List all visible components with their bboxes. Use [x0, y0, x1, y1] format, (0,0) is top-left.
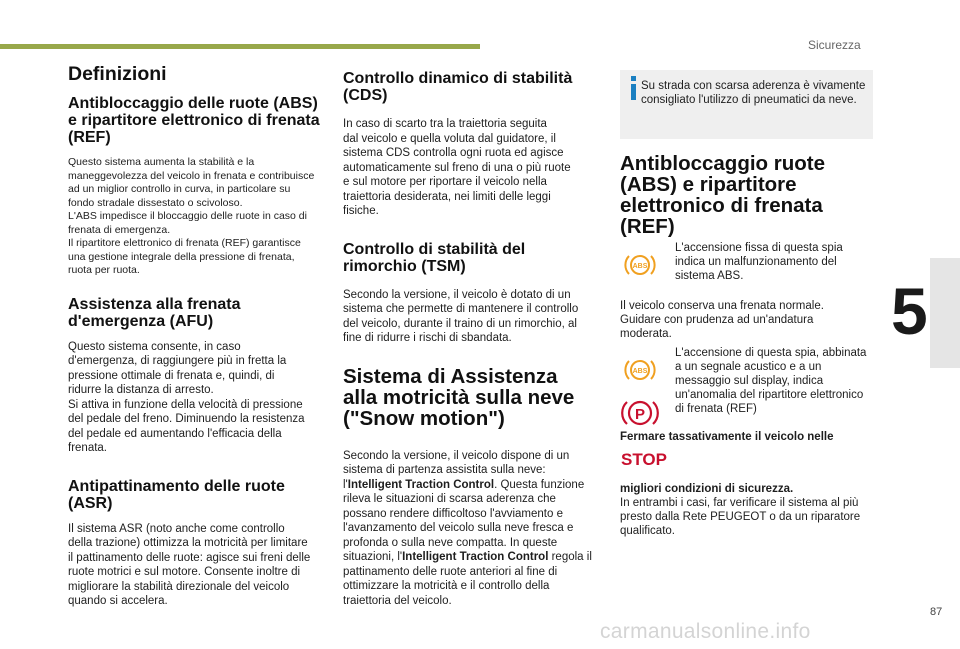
abs-ref-text: L'accensione di questa spia, abbinata a un segnale acustico e a un messaggio sul display, indica un'anomalia del ripartitore elettronico di frenata (REF) [675, 347, 867, 415]
snow-tyre-info-box [620, 70, 873, 139]
column-definitions [68, 62, 324, 609]
info-icon [628, 76, 639, 100]
afu-heading: Assistenza alla frenata d'emergenza (AFU) [68, 295, 241, 330]
abs-heading: Antibloccaggio delle ruote (ABS) e ripartitore elettronico di frenata (REF) [68, 95, 320, 146]
abs-warning-light-icon [624, 252, 656, 278]
abs-icon-label: ABS [632, 263, 648, 270]
stop-text: In entrambi i casi, far verificare il sistema al più presto dalla Rete PEUGEOT o da un riparatore qualificato. [620, 497, 861, 537]
header-accent-bar [0, 44, 480, 49]
page-number: 87 [930, 606, 943, 618]
info-text: Su strada con scarsa aderenza è vivamente consigliato l'utilizzo di pneumatici da neve. [641, 80, 866, 106]
abs-ref-heading: Antibloccaggio ruote (ABS) e ripartitore elettronico di frenata (REF) [620, 152, 825, 238]
normal-brake-text: Il veicolo conserva una frenata normale. Guidare con prudenza ad un'andatura moderata. [620, 300, 824, 340]
asr-heading: Antipattinamento delle ruote (ASR) [68, 477, 285, 512]
stop-bold-line-1: Fermare tassativamente il veicolo nelle [620, 431, 834, 443]
p-icon-label: P [634, 406, 646, 423]
chapter-number: 5 [891, 274, 928, 348]
abs-icon-label-2: ABS [632, 368, 648, 375]
stop-bold-line-2: migliori condizioni di sicurezza. [620, 483, 794, 495]
parking-brake-warning-icon [622, 397, 658, 429]
tsm-body: Secondo la versione, il veicolo è dotato di un sistema che permette di mantenere il controllo del veicolo, durante il traino di un rimorchio, al fine di ridurre i rischi di sbandata. [343, 288, 579, 344]
asr-body: Il sistema ASR (noto anche come controllo della trazione) ottimizza la motricità per limitare il pattinamento delle ruote: agisce sui freni delle ruote motrici e sul motore. Consente inoltre di migliorare la stabilità direzionale del veicolo quando si accelera. [68, 522, 311, 607]
abs-light-text: L'accensione fissa di questa spia indica un malfunzionamento del sistema ABS. [675, 242, 843, 282]
chapter-tab [930, 258, 960, 368]
page-title: Definizioni [68, 63, 167, 85]
column-warnings [620, 153, 876, 237]
stop-icon-label: STOP [621, 450, 667, 469]
snow-body: Secondo la versione, il veicolo dispone di un sistema di partenza assistita sulla neve: l'Intelligent Traction Control. Questa funzione rileva le situazioni di scarsa aderenza che possano rendere difficoltoso l'avviamento e l'avanzamento del veicolo sulla neve fresca e profonda o sulla neve compatta. In queste situazioni, l'Intelligent Traction Control regola il pattinamento delle ruote anteriori al fine di ottimizzare la motricità e il controllo della traiettoria del veicolo. [343, 449, 592, 607]
stop-warning-icon [621, 448, 667, 470]
abs-ref-warning-light-icon [624, 357, 656, 383]
afu-body: Questo sistema consente, in caso d'emergenza, di raggiungere più in fretta la pressione ottimale di frenata e, quindi, di ridurre la distanza di arresto. Si attiva in funzione della velocità di pressione del pedale del freno. Diminuendo la resistenza del pedale ed aumentando l'efficacia della frenata. [68, 340, 305, 454]
abs-body: Questo sistema aumenta la stabilità e la maneggevolezza del veicolo in frenata e contribuisce ad un miglior controllo in curva, in particolare su fondo stradale dissestato o scivoloso. L'ABS impedisce il bloccaggio delle ruote in caso di frenata di emergenza. Il ripartitore elettronico di frenata (REF) garantisce una gestione integrale della pressione di frenata, ruota per ruota. [68, 156, 315, 276]
section-title: Sicurezza [808, 38, 861, 52]
watermark: carmanualsonline.info [600, 620, 811, 643]
snow-heading: Sistema di Assistenza alla motricità sulla neve ("Snow motion") [343, 364, 575, 430]
cds-heading: Controllo dinamico di stabilità (CDS) [343, 70, 573, 104]
cds-body: In caso di scarto tra la traiettoria seguita dal veicolo e quella voluta dal guidatore, il sistema CDS controlla ogni ruota ed agisce automaticamente sul freno di una o più ruote e sul motore per riportare il veicolo nella traiettoria desiderata, nei limiti delle leggi fisiche. [343, 118, 571, 217]
tsm-heading: Controllo di stabilità del rimorchio (TSM) [343, 240, 526, 275]
column-stability [343, 70, 594, 608]
